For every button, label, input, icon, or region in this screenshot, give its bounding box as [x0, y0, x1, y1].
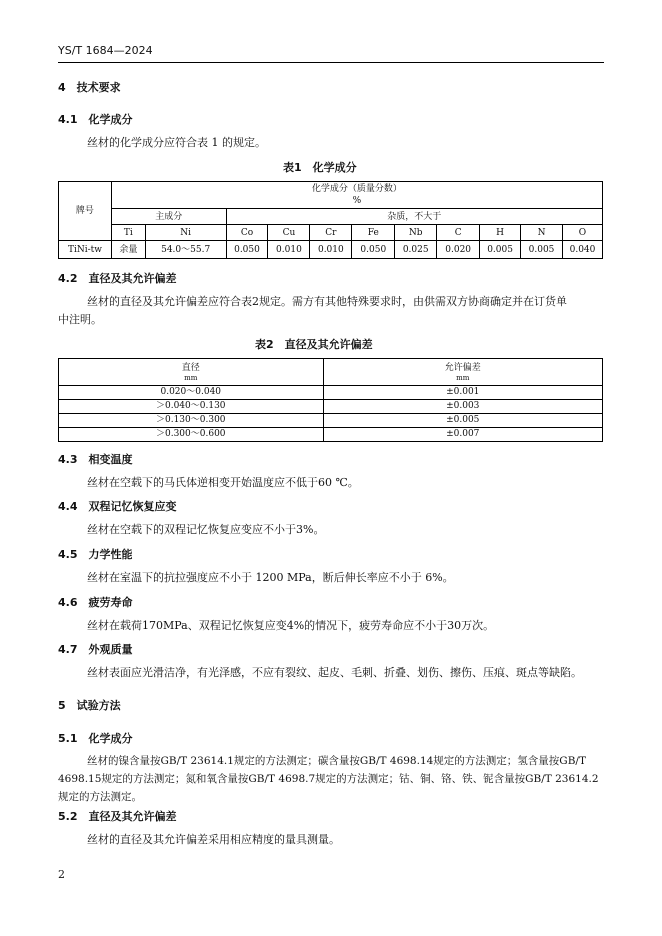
table-cell: 0.005 [521, 241, 563, 259]
tolerance-cell: ±0.001 [323, 386, 603, 400]
element-header: Nb [395, 225, 437, 241]
tolerance-header-label: 允许偏差 [444, 362, 481, 373]
diameter-header [59, 359, 324, 386]
diameter-cell: ＞0.040～0.130 [59, 400, 324, 414]
section-4-1-text: 丝材的化学成分应符合表 1 的规定。 [87, 136, 266, 149]
section-5-2-title: 5.2 直径及其允许偏差 [58, 810, 177, 823]
table-cell: TiNi-tw [59, 241, 112, 259]
element-header: Fe [352, 225, 395, 241]
element-header: H [480, 225, 521, 241]
diameter-cell: ＞0.300～0.600 [59, 428, 324, 442]
table-cell: 0.005 [480, 241, 521, 259]
element-header: Ni [145, 225, 226, 241]
section-4-3-text: 丝材在空载下的马氏体逆相变开始温度应不低于60 ℃。 [87, 476, 359, 489]
table-row [59, 428, 603, 442]
table-cell: 0.040 [562, 241, 602, 259]
main-component-header: 主成分 [111, 209, 226, 225]
diameter-header-label: 直径 [181, 362, 200, 373]
element-header: N [521, 225, 563, 241]
table-cell: 0.050 [352, 241, 395, 259]
element-header: O [562, 225, 602, 241]
table-1-caption: 表1 化学成分 [283, 161, 357, 174]
table-row [59, 400, 603, 414]
table-row [59, 414, 603, 428]
table-cell: 0.010 [268, 241, 310, 259]
diameter-cell: ＞0.130～0.300 [59, 414, 324, 428]
tolerance-header [323, 359, 603, 386]
composition-unit: % [352, 196, 362, 206]
table-2 [58, 358, 603, 442]
section-4-2-text-line1: 丝材的直径及其允许偏差应符合表2规定。需方有其他特殊要求时，由供需双方协商确定并在订货单 [87, 295, 567, 308]
brand-header: 牌号 [59, 182, 112, 241]
table-cell: 54.0～55.7 [145, 241, 226, 259]
section-4-7-title: 4.7 外观质量 [58, 643, 133, 656]
section-5-1-title: 5.1 化学成分 [58, 732, 133, 745]
table-cell: 0.010 [310, 241, 352, 259]
section-4-title: 4 技术要求 [58, 81, 121, 94]
section-5-1-text-line2: 4698.15规定的方法测定；氮和氧含量按GB/T 4698.7规定的方法测定；钴、铜、铬、铁、铌含量按GB/T 23614.2 [58, 773, 599, 785]
section-5-2-text: 丝材的直径及其允许偏差采用相应精度的量具测量。 [87, 833, 340, 846]
diameter-cell: 0.020～0.040 [59, 386, 324, 400]
document-code-header: YS/T 1684—2024 [58, 44, 153, 57]
element-header: Ti [111, 225, 145, 241]
tolerance-cell: ±0.007 [323, 428, 603, 442]
section-4-5-text: 丝材在室温下的抗拉强度应不小于 1200 MPa，断后伸长率应不小于 6%。 [87, 571, 454, 584]
section-5-1-text-line3: 规定的方法测定。 [58, 791, 142, 803]
section-4-3-title: 4.3 相变温度 [58, 453, 133, 466]
tolerance-cell: ±0.003 [323, 400, 603, 414]
section-4-1-title: 4.1 化学成分 [58, 113, 133, 126]
section-5-title: 5 试验方法 [58, 699, 121, 712]
section-4-2-text-line2: 中注明。 [58, 313, 102, 326]
composition-header [111, 182, 602, 209]
element-header: C [437, 225, 480, 241]
table-cell: 余量 [111, 241, 145, 259]
table-cell: 0.050 [226, 241, 268, 259]
table-1 [58, 181, 603, 259]
table-row [59, 386, 603, 400]
section-4-2-title: 4.2 直径及其允许偏差 [58, 272, 177, 285]
diameter-unit: mm [184, 373, 198, 382]
section-4-6-text: 丝材在载荷170MPa、双程记忆恢复应变4%的情况下，疲劳寿命应不小于30万次。 [87, 619, 495, 632]
element-header: Cu [268, 225, 310, 241]
section-4-4-title: 4.4 双程记忆恢复应变 [58, 500, 177, 513]
table-cell: 0.020 [437, 241, 480, 259]
composition-header-label: 化学成分（质量分数） [311, 184, 402, 194]
section-5-1-text-line1: 丝材的镍含量按GB/T 23614.1规定的方法测定；碳含量按GB/T 4698.14规定的方法测定；氢含量按GB/T [87, 755, 586, 767]
element-header: Co [226, 225, 268, 241]
section-4-4-text: 丝材在空载下的双程记忆恢复应变应不小于3%。 [87, 523, 325, 536]
page-number: 2 [58, 868, 65, 881]
element-header: Cr [310, 225, 352, 241]
section-4-7-text: 丝材表面应光滑洁净，有光泽感，不应有裂纹、起皮、毛刺、折叠、划伤、擦伤、压痕、斑点等缺陷。 [87, 666, 582, 679]
table-2-caption: 表2 直径及其允许偏差 [255, 338, 373, 351]
section-4-5-title: 4.5 力学性能 [58, 548, 133, 561]
section-4-6-title: 4.6 疲劳寿命 [58, 596, 133, 609]
table-cell: 0.025 [395, 241, 437, 259]
tolerance-unit: mm [456, 373, 470, 382]
tolerance-cell: ±0.005 [323, 414, 603, 428]
impurity-header: 杂质，不大于 [226, 209, 602, 225]
header-rule [58, 62, 604, 63]
